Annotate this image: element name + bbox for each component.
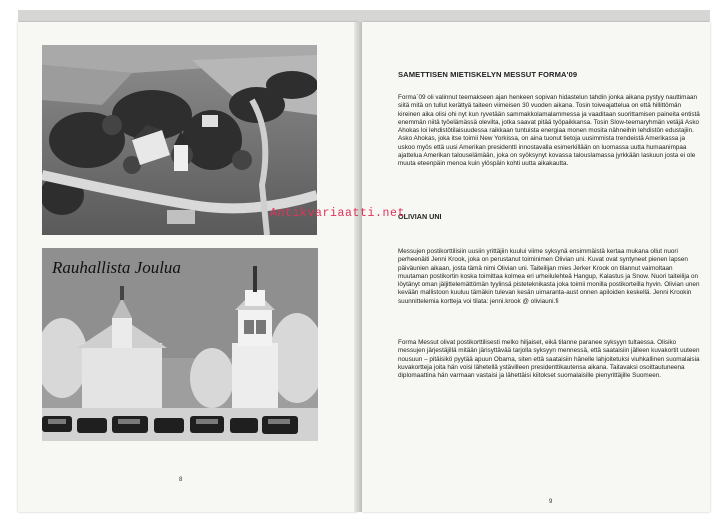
photo-caption: Rauhallista Joulua	[52, 258, 181, 277]
paragraph-forma: Forma´09 oli valinnut teemakseen ajan henkeen sopivan hidastelun tahdin jonka aikana pystyy nauttimaan siitä mitä on tullut kerättyä taiteen viimeisen 30 vuoden aikana. Tosin toiveajattelua on että hillittömän kireinen aika olisi ohi nyt kun ryvetään sammakkolamalammessa ja vaaditaan suorittamisen paineita entistä enemmän niitä työelämässä olevilta, jotka saavat pitää työpaikkansa. Tosin Slow-teemaryhmän vetäjä Asko Ahokas loi lehdistötilaisuudessa raikkaan tuntuista energiaa monen mosita nähneihin lehdistön edustajiin. Asko Ahokas, joka itse toimii New Yorkissa, on aina tuonut tietoja uusimmista trendeistä Amerikassa ja uskoo myös että uusi Amerikan presidentti innostavalla esimerkillään on luomassa uutta humaanimpaa ajattelua Amerikan talouselämään, joka on syöksynyt kovassa talouslamassa jyrkkään laskuun josta ei ole muuta eteenpäin menoa kuin ylöspäin kohti uutta aikakautta.	[398, 94, 700, 168]
right-page	[362, 22, 710, 512]
page-number-left: 8	[179, 477, 183, 483]
page-number-right: 9	[549, 499, 553, 505]
article-heading: SAMETTISEN MIETISKELYN MESSUT FORMA'09	[398, 70, 578, 79]
section-heading-olivian-uni: OLIVIAN UNI	[398, 212, 442, 221]
winter-church-photo	[42, 248, 318, 441]
paragraph-olivian-uni: Messujen postikorttilisiin uusiin yrittäjiin kuului viime syksynä ensimmäistä kertaa mukana ollut nuori perheenäiti Jenni Krook, joka on perustanut toiminimen Olivian uni. Kuvat ovat syntyneet pienen lapsen päiväunien aikaan, josta tämä nimi Olivian uni. Taiteilijan mies Jerker Krook on tilannut vaimoltaan muutaman postikortin koska toimittaa kolmea eri urheilulehteä Hangup, Kalastus ja Snow. Nuori taiteilija on löytänyt oman jäljittelemättömän tyylinsä pisteteknikasta joka toimii monilla postikorteilla hyvin. Olivian unen kevään mallistoon kuuluu tämäkin tulevan kesän uimaranta-aust onnen apiloiden keskellä. Jenni Krookin suunnittelemia kortteja voi tilata: jenni.krook @ oliviauni.fi	[398, 248, 700, 305]
watermark-text: Antikvariaatti.net	[270, 207, 406, 220]
paragraph-forma-messut: Forma Messut olivat postikorttilisesti melko hiljaiset, eikä tilanne paranee syksyyn tultaessa. Olisiko messujen järjestäjillä mitään järisyttävää tarjolla syksyyn mennessä, että saataisiin jälleen kuvakortit uuteen nousuun – pitäisikö pyytää apuun Obama, siten että saataisiin hänelle lahjoitetuksi viuhkallinen suomalaisia kuvakortteja joita hän voisi lähetellä ystävilleen presidenttikautensa aikana. Taitavaksi osoittautuneena diplomaattina hän varmaan vastaisi ja lähettäisi kiitokset suomalaisille pienyrittäjille Suomeen.	[398, 339, 700, 380]
